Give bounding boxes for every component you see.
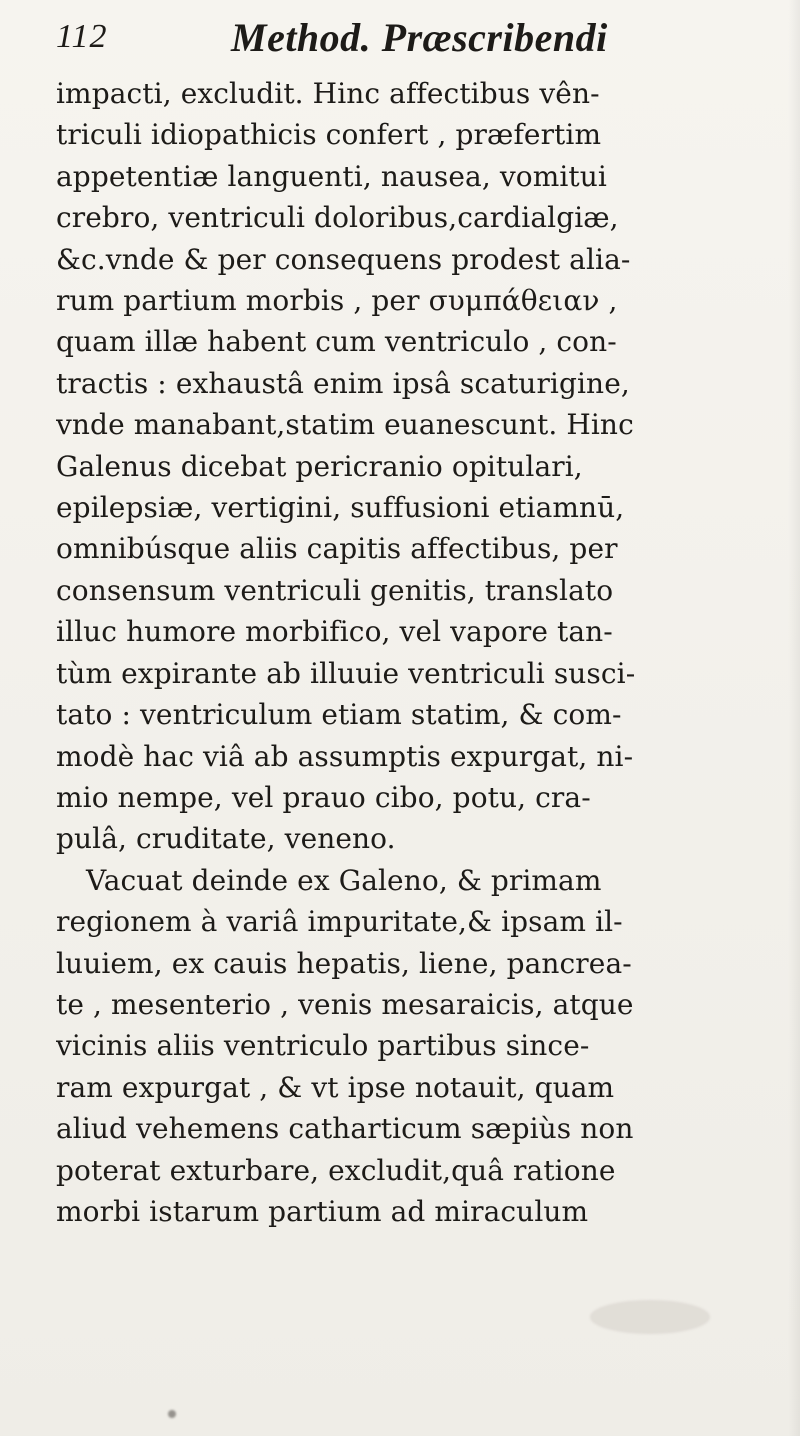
page-header — [56, 12, 776, 72]
text-line-2: triculi idiopathicis confert , præfertim — [56, 118, 602, 152]
ink-smudge — [590, 1300, 710, 1334]
text-line-3: appetentiæ languenti, nausea, vomitui — [56, 159, 607, 193]
text-line-5: &c.vnde & per consequens prodest alia- — [56, 242, 631, 276]
text-line-4: crebro, ventriculi doloribus,cardialgiæ, — [56, 201, 619, 235]
page-number: 112 — [56, 18, 108, 55]
text-line-15: tùm expirante ab illuuie ventriculi susci- — [56, 656, 636, 690]
text-line-7: quam illæ habent cum ventriculo , con- — [56, 325, 617, 359]
text-line-8: tractis : exhaustâ enim ipsâ scaturigine, — [56, 366, 630, 400]
text-line-21: regionem à variâ impuritate,& ipsam il- — [56, 905, 623, 939]
text-line-1: impacti, excludit. Hinc affectibus vên- — [56, 77, 600, 110]
text-line-20: Vacuat deinde ex Galeno, & primam — [86, 863, 602, 897]
main-text-block — [56, 73, 796, 1232]
text-line-14: illuc humore morbifico, vel vapore tan- — [56, 615, 613, 649]
text-line-22: luuiem, ex cauis hepatis, liene, pancrea- — [56, 946, 632, 980]
text-line-27: poterat exturbare, excludit,quâ ratione — [56, 1153, 616, 1187]
text-line-12: omnibúsque aliis capitis affectibus, per — [56, 532, 618, 566]
text-line-23: te , mesenterio , venis mesaraicis, atque — [56, 987, 634, 1021]
text-line-10: Galenus dicebat pericranio opitulari, — [56, 449, 583, 483]
text-line-18: mio nempe, vel prauo cibo, potu, cra- — [56, 780, 591, 814]
text-line-24: vicinis aliis ventriculo partibus since- — [56, 1029, 590, 1063]
text-line-6: rum partium morbis , per συμπάθειαν , — [56, 284, 618, 318]
text-line-26: aliud vehemens catharticum sæpiùs non — [56, 1112, 634, 1146]
text-line-17: modè hac viâ ab assumptis expurgat, ni- — [56, 739, 634, 773]
paper-spot — [168, 1410, 176, 1418]
text-line-25: ram expurgat , & vt ipse notauit, quam — [56, 1070, 615, 1104]
text-line-11: epilepsiæ, vertigini, suffusioni etiamnū, — [56, 491, 625, 525]
text-line-9: vnde manabant,statim euanescunt. Hinc — [56, 408, 634, 442]
running-title: Method. Præscribendi — [231, 15, 608, 60]
text-line-28: morbi istarum partium ad miraculum — [56, 1194, 589, 1228]
text-line-13: consensum ventriculi genitis, translato — [56, 573, 614, 607]
text-line-19: pulâ, cruditate, veneno. — [56, 822, 396, 856]
text-line-16: tato : ventriculum etiam statim, & com- — [56, 698, 622, 732]
